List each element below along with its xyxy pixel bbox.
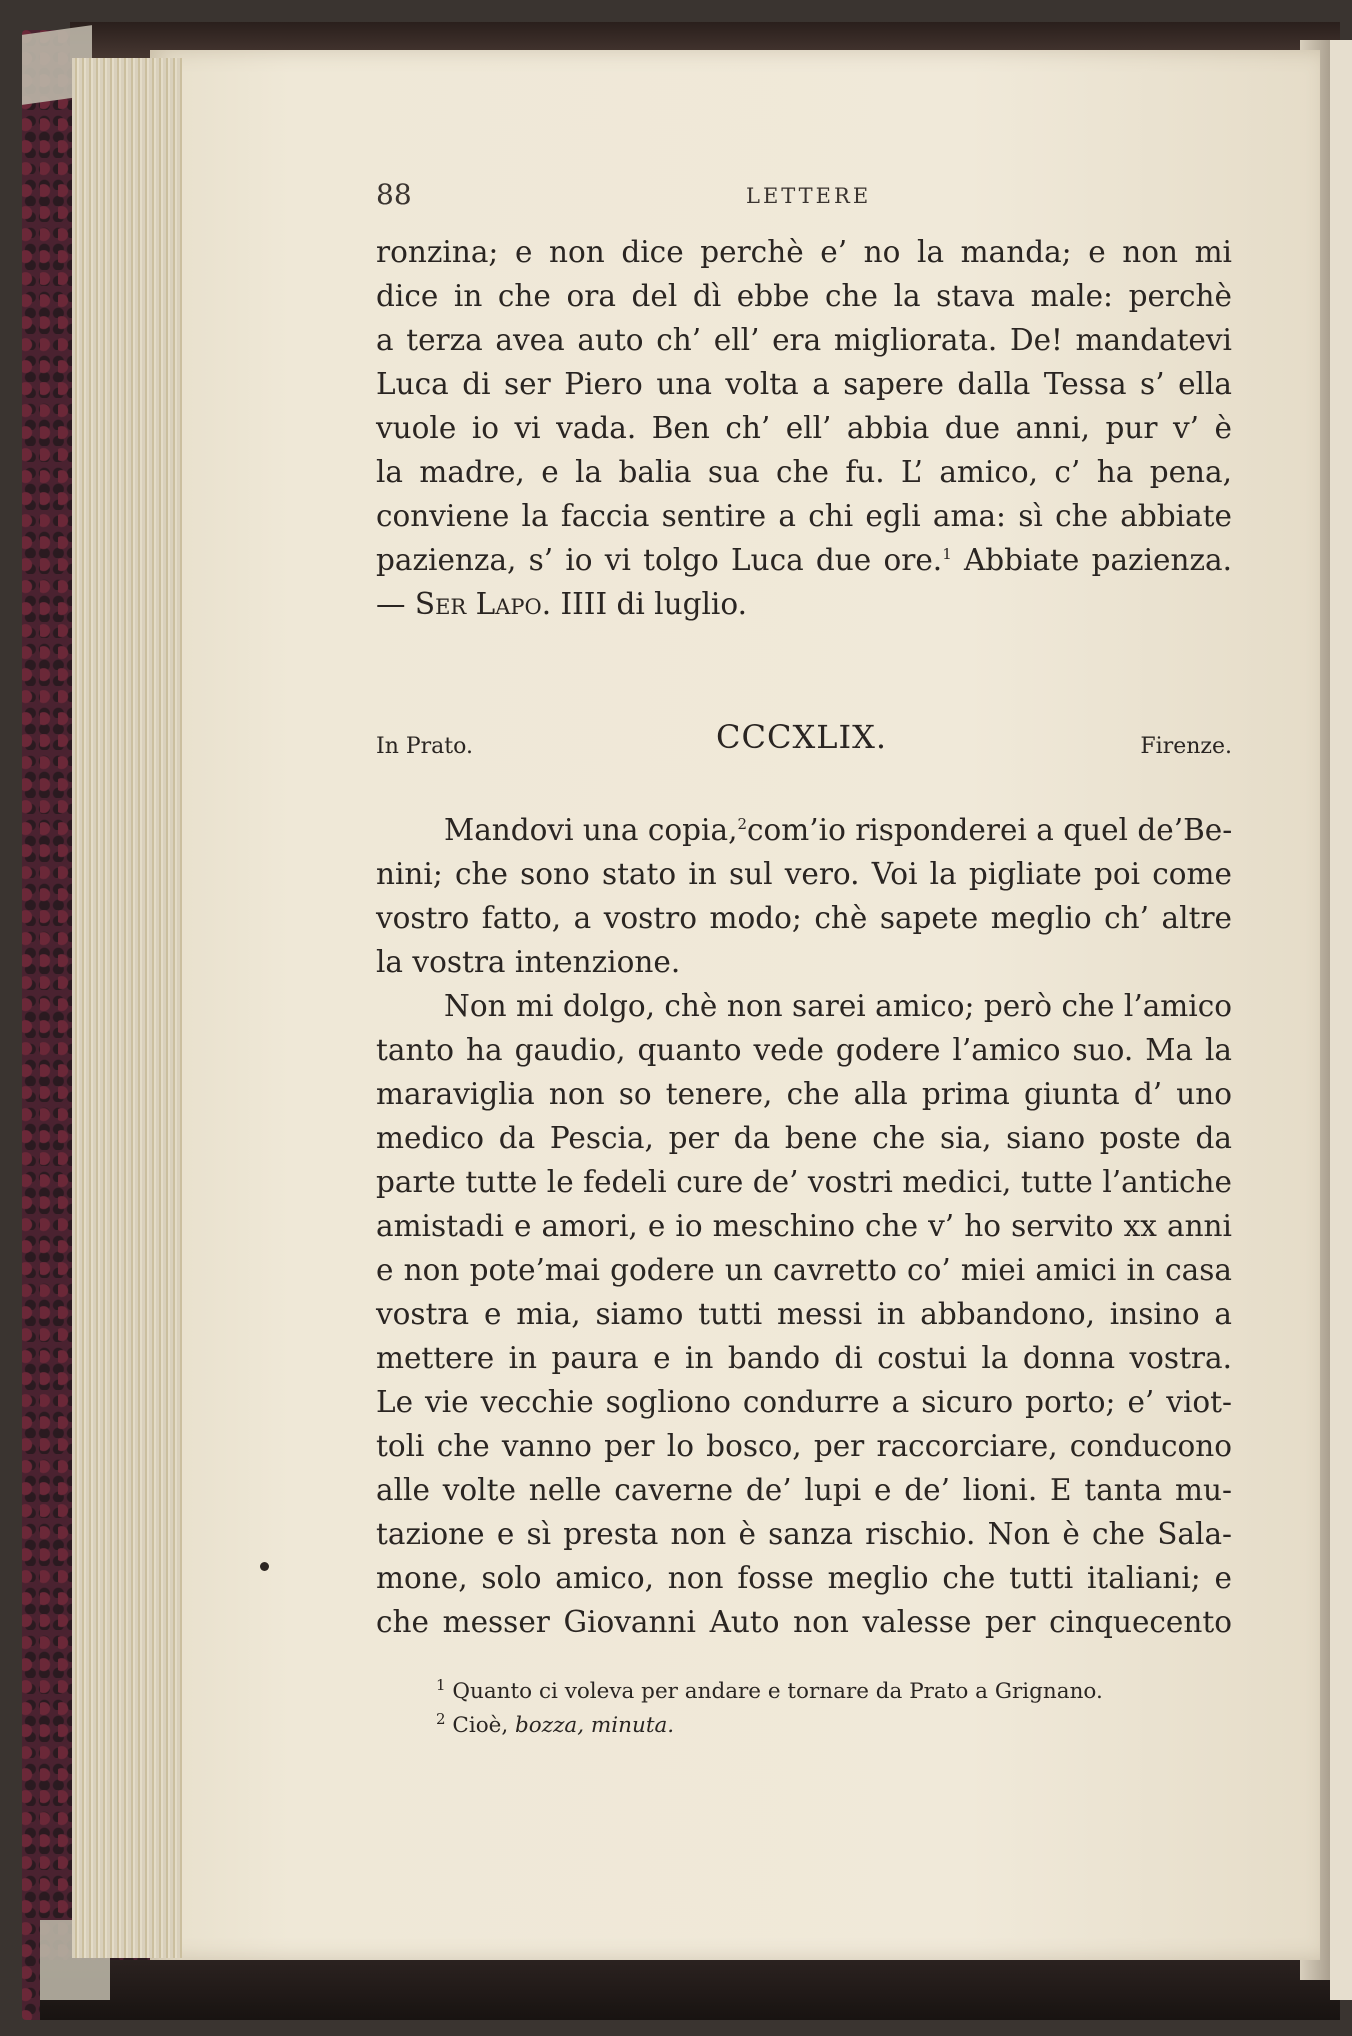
- page-number: 88: [376, 178, 412, 211]
- text-line: la madre, e la balia sua che fu. L’ amico, c’ ha pena,: [376, 455, 1232, 489]
- letter-body: [376, 808, 1232, 1644]
- footnote-mark: 1: [436, 1675, 446, 1694]
- text-line: Non mi dolgo, chè non sarei amico; però che l’amico: [444, 989, 1232, 1023]
- text-line: vostro fatto, a vostro modo; chè sapete meglio ch’ altre: [376, 901, 1232, 935]
- text-line: mettere in paura e in bando di costui la donna vostra.: [376, 1341, 1232, 1375]
- text-line: la vostra intenzione.: [376, 945, 681, 979]
- cover-bottom-edge: [40, 1960, 1340, 2020]
- page-block-edge: [72, 58, 182, 1958]
- text-line: mone, solo amico, non fosse meglio che tutti italiani; e: [376, 1561, 1232, 1595]
- footnotes: [436, 1675, 1236, 1743]
- text-line: vuole io vi vada. Ben ch’ ell’ abbia due anni, pur v’ è: [376, 411, 1232, 445]
- text-line: e non pote’mai godere un cavretto co’ miei amici in casa: [376, 1253, 1232, 1287]
- footnote-ref: 1: [942, 545, 952, 564]
- footnote-mark: 2: [436, 1709, 446, 1728]
- signature-dash: —: [376, 587, 415, 621]
- text-line: nini; che sono stato in sul vero. Voi la pigliate poi come: [376, 857, 1232, 891]
- text-segment: pazienza, s’ io vi tolgo Luca due ore.: [376, 543, 943, 577]
- text-line: conviene la faccia sentire a chi egli ama: sì che abbiate: [376, 499, 1232, 533]
- footnote: [436, 1709, 1236, 1743]
- letter-place-from: In Prato.: [376, 734, 473, 759]
- text-line: alle volte nelle caverne de’ lupi e de’ lioni. E tanta mu-: [376, 1473, 1232, 1507]
- page-header: [376, 178, 1232, 218]
- text-segment: com’io risponderei a quel de’Be-: [747, 813, 1233, 847]
- signature-date: IIII di luglio.: [551, 587, 747, 621]
- running-head: LETTERE: [746, 184, 872, 208]
- letter-place-to: Firenze.: [1140, 734, 1232, 759]
- text-line: dice in che ora del dì ebbe che la stava male: perchè: [376, 279, 1232, 313]
- text-segment: Abbiate pazienza.: [951, 543, 1232, 577]
- footnote: [436, 1675, 1236, 1709]
- text-line: che messer Giovanni Auto non valesse per cinquecento: [376, 1605, 1232, 1639]
- ink-spot: [260, 1562, 269, 1571]
- text-line: medico da Pescia, per da bene che sia, siano poste da: [376, 1121, 1232, 1155]
- text-line: vostra e mia, siamo tutti messi in abbandono, insino a: [376, 1297, 1232, 1331]
- footnote-ref: 2: [737, 815, 747, 834]
- text-line: Luca di ser Piero una volta a sapere dalla Tessa s’ ella: [376, 367, 1232, 401]
- signature-line: [376, 582, 1232, 626]
- letter-number: CCCXLIX.: [716, 718, 888, 756]
- text-line: [376, 538, 1232, 582]
- text-line: a terza avea auto ch’ ell’ era migliorata. De! mandatevi: [376, 323, 1232, 357]
- footnote-italic: bozza, minuta.: [515, 1713, 675, 1738]
- text-line: toli che vanno per lo bosco, per raccorciare, conducono: [376, 1429, 1232, 1463]
- text-line: parte tutte le fedeli cure de’ vostri medici, tutte l’antiche: [376, 1165, 1232, 1199]
- facing-page-strip: [1330, 40, 1352, 2000]
- text-line: amistadi e amori, e io meschino che v’ ho servito xx anni: [376, 1209, 1232, 1243]
- text-line: ronzina; e non dice perchè e’ no la manda; e non mi: [376, 235, 1232, 269]
- text-line: tazione e sì presta non è sanza rischio. Non è che Sala-: [376, 1517, 1232, 1551]
- footnote-text: Quanto ci voleva per andare e tornare da Prato a Grignano.: [445, 1679, 1103, 1704]
- footnote-text: Cioè,: [445, 1713, 516, 1738]
- paragraph-continued: [376, 230, 1232, 626]
- text-line: maraviglia non so tenere, che alla prima giunta d’ uno: [376, 1077, 1232, 1111]
- text-line: [376, 808, 1232, 852]
- text-line: Le vie vecchie sogliono condurre a sicuro porto; e’ viot-: [376, 1385, 1232, 1419]
- text-segment: Mandovi una copia,: [444, 813, 738, 847]
- signature-name: Ser Lapo.: [414, 587, 552, 621]
- letter-heading: [376, 718, 1232, 768]
- text-line: tanto ha gaudio, quanto vede godere l’amico suo. Ma la: [376, 1033, 1232, 1067]
